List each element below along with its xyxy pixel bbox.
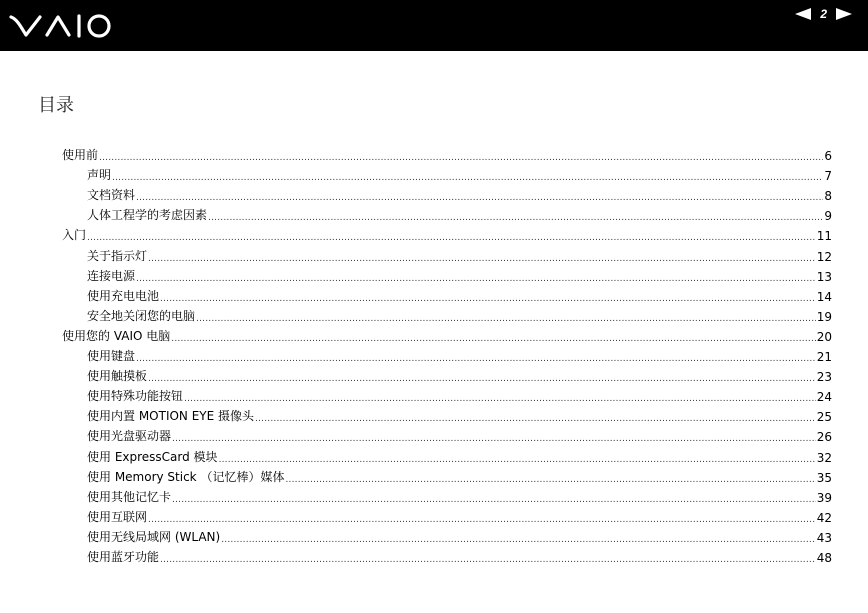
toc-entry-title: 关于指示灯 (87, 248, 148, 263)
toc-section-link[interactable] (87, 203, 832, 223)
toc-page-number: 48 (816, 551, 832, 565)
toc-entry-title: 使用光盘驱动器 (87, 429, 172, 444)
toc-page-number: 42 (816, 510, 832, 525)
page-number: 2 (820, 7, 827, 21)
toc-section-link[interactable] (87, 344, 832, 364)
toc-dot-leader (172, 434, 816, 444)
toc-entry-title: 使用前 (62, 148, 99, 162)
toc-entry-title: 声明 (87, 168, 112, 183)
toc-section-link[interactable] (87, 364, 832, 384)
toc-entry-title: 使用键盘 (87, 349, 136, 363)
toc-dot-leader (171, 334, 815, 344)
toc-section-link[interactable] (87, 505, 832, 525)
toc-page-number: 35 (816, 470, 832, 485)
header-bar (0, 0, 868, 51)
toc-entry-title: 连接电源 (87, 268, 136, 283)
toc-dot-leader (172, 495, 816, 505)
toc-section-link[interactable] (87, 163, 832, 183)
toc-dot-leader (148, 515, 816, 525)
toc-section-link[interactable] (87, 485, 832, 505)
toc-dot-leader (99, 153, 823, 163)
toc-dot-leader (112, 173, 823, 183)
toc-entry-title: 使用无线局域网 (WLAN) (87, 529, 221, 544)
page-navigation (795, 6, 852, 22)
toc-section-link[interactable] (87, 404, 832, 424)
toc-entry-title: 使用充电电池 (87, 288, 160, 303)
toc-entry-title: 使用 Memory Stick （记忆棒）媒体 (87, 469, 285, 484)
toc-dot-leader (136, 354, 816, 364)
toc-page-number: 23 (816, 370, 832, 385)
toc-section-link[interactable] (87, 525, 832, 545)
toc-dot-leader (219, 455, 816, 465)
toc-dot-leader (148, 254, 816, 264)
toc-section-link[interactable] (87, 545, 832, 565)
toc-entry-title: 使用内置 MOTION EYE 摄像头 (87, 409, 255, 424)
toc-section-link[interactable] (87, 384, 832, 404)
toc-page-number: 39 (816, 490, 832, 505)
toc-section-link[interactable] (87, 284, 832, 304)
toc-page-number: 11 (816, 229, 832, 244)
toc-page-number: 21 (816, 350, 832, 364)
toc-section-link[interactable] (87, 445, 832, 465)
toc-entry-title: 使用其他记忆卡 (87, 489, 172, 504)
toc-entry-title: 使用 ExpressCard 模块 (87, 449, 218, 464)
toc-page-number: 19 (816, 309, 832, 324)
page-title: 目录 (38, 95, 74, 116)
toc-page-number: 6 (824, 149, 832, 163)
toc-page-number: 9 (824, 209, 832, 224)
toc-entry-title: 文档资料 (87, 188, 136, 203)
toc-entry-title: 使用触摸板 (87, 369, 148, 384)
toc-section-link[interactable] (87, 424, 832, 444)
toc-entry-title: 入门 (62, 228, 87, 243)
toc-dot-leader (184, 394, 816, 404)
toc-page-number: 13 (816, 269, 832, 284)
toc-section-link[interactable] (87, 465, 832, 485)
toc-entry-title: 使用蓝牙功能 (87, 550, 160, 564)
toc-section-link[interactable] (87, 183, 832, 203)
toc-dot-leader (160, 555, 816, 565)
toc-dot-leader (87, 233, 816, 243)
prev-page-arrow-icon[interactable] (795, 8, 811, 20)
toc-dot-leader (255, 414, 816, 424)
toc-dot-leader (160, 294, 816, 304)
toc-page-number: 26 (816, 430, 832, 445)
next-page-arrow-icon[interactable] (836, 8, 852, 20)
toc-dot-leader (136, 274, 816, 284)
toc-chapter-link[interactable] (62, 223, 832, 243)
toc-page-number: 20 (816, 329, 832, 344)
toc-page-number: 7 (824, 169, 832, 184)
toc-entry-title: 使用您的 VAIO 电脑 (62, 328, 171, 343)
toc-page-number: 14 (816, 289, 832, 304)
toc-section-link[interactable] (87, 264, 832, 284)
toc-dot-leader (285, 475, 815, 485)
toc-page-number: 24 (816, 390, 832, 405)
toc-page-number: 12 (816, 249, 832, 264)
toc-entry-title: 使用特殊功能按钮 (87, 389, 184, 404)
toc-entry-title: 使用互联网 (87, 509, 148, 524)
toc-dot-leader (148, 374, 816, 384)
toc-dot-leader (196, 314, 816, 324)
toc-chapter-link[interactable] (62, 324, 832, 344)
toc-chapter-link[interactable] (62, 143, 832, 163)
toc-entry-title: 人体工程学的考虑因素 (87, 208, 208, 223)
toc-dot-leader (208, 213, 823, 223)
toc-section-link[interactable] (87, 304, 832, 324)
toc-section-link[interactable] (87, 244, 832, 264)
toc-dot-leader (136, 193, 823, 203)
vaio-logo (9, 11, 113, 39)
toc-entry-title: 安全地关闭您的电脑 (87, 308, 196, 323)
toc-page-number: 25 (816, 410, 832, 425)
toc-page-number: 32 (816, 450, 832, 465)
toc-dot-leader (221, 535, 816, 545)
toc-page-number: 43 (816, 530, 832, 545)
toc-page-number: 8 (824, 189, 832, 204)
